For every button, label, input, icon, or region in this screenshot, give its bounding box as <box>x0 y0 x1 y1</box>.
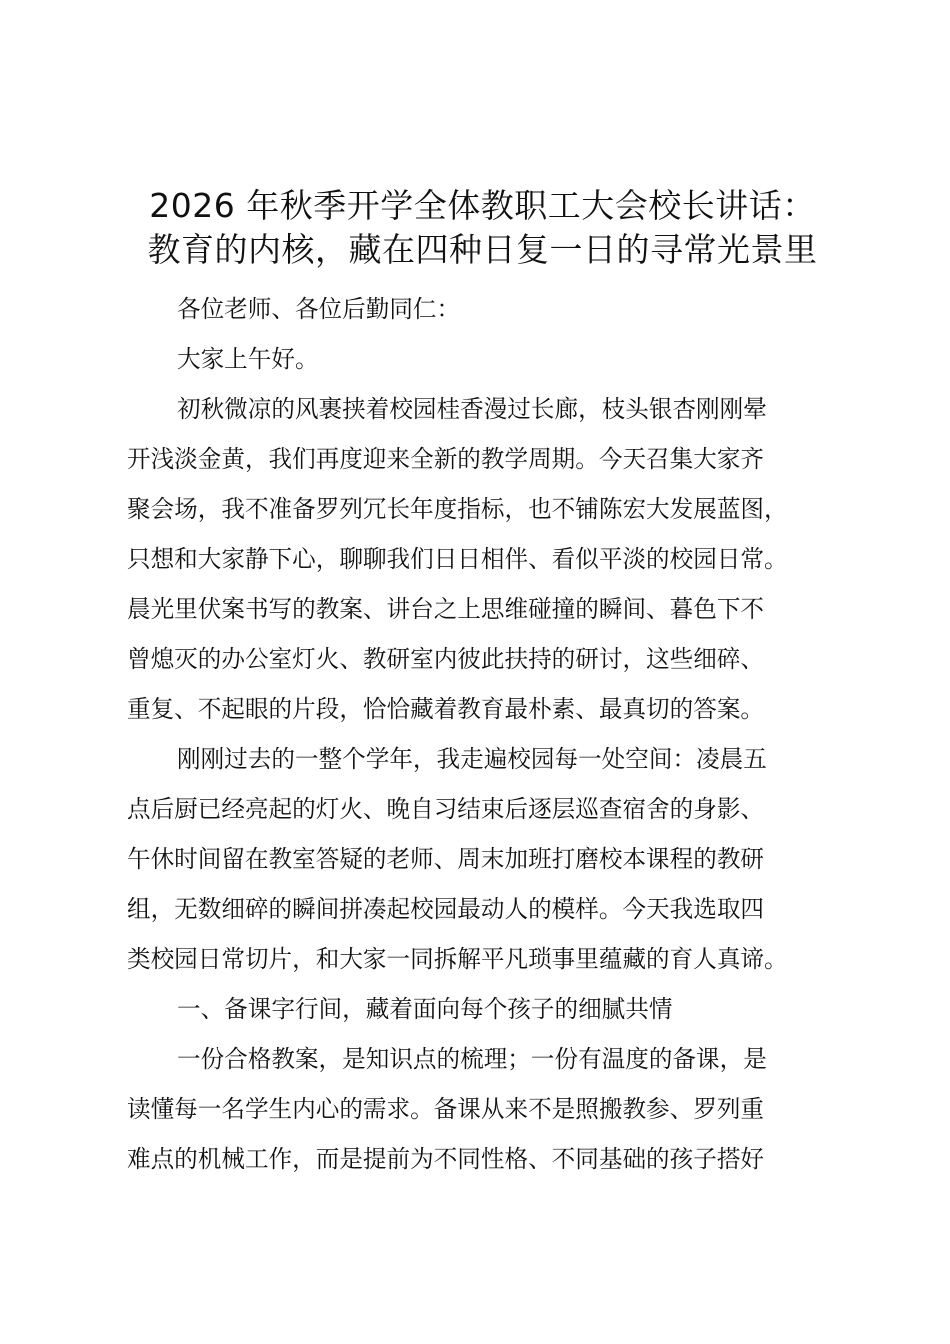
paragraph-line: 类校园日常切片，和大家一同拆解平凡琐事里蕴藏的育人真谛。 <box>127 945 788 973</box>
salutation <box>127 284 862 334</box>
paragraph-line: 刚刚过去的一整个学年，我走遍校园每一处空间：凌晨五 <box>177 745 767 773</box>
paragraph-3 <box>127 1034 862 1184</box>
paragraph-line: 开浅淡金黄，我们再度迎来全新的教学周期。今天召集大家齐 <box>127 445 765 473</box>
salutation-text: 各位老师、各位后勤同仁： <box>177 295 461 323</box>
section-heading-1 <box>127 984 862 1034</box>
title-line-2: 教育的内核，藏在四种日复一日的寻常光景里 <box>147 230 818 269</box>
paragraph-line: 难点的机械工作，而是提前为不同性格、不同基础的孩子搭好 <box>127 1145 765 1173</box>
greeting <box>127 334 862 384</box>
greeting-text: 大家上午好。 <box>177 345 319 373</box>
paragraph-line: 重复、不起眼的片段，恰恰藏着教育最朴素、最真切的答案。 <box>127 695 765 723</box>
paragraph-1 <box>127 384 862 734</box>
paragraph-line: 午休时间留在教室答疑的老师、周末加班打磨校本课程的教研 <box>127 845 765 873</box>
document-body <box>127 284 862 1184</box>
paragraph-2 <box>127 734 862 984</box>
section-heading-text: 一、备课字行间，藏着面向每个孩子的细腻共情 <box>177 995 673 1023</box>
paragraph-line: 聚会场，我不准备罗列冗长年度指标，也不铺陈宏大发展蓝图， <box>127 495 788 523</box>
paragraph-line: 晨光里伏案书写的教案、讲台之上思维碰撞的瞬间、暮色下不 <box>127 595 765 623</box>
paragraph-line: 一份合格教案，是知识点的梳理；一份有温度的备课，是 <box>177 1045 767 1073</box>
document-title <box>110 184 855 272</box>
paragraph-line: 读懂每一名学生内心的需求。备课从来不是照搬教参、罗列重 <box>127 1095 765 1123</box>
paragraph-line: 组，无数细碎的瞬间拼凑起校园最动人的模样。今天我选取四 <box>127 895 765 923</box>
title-line-1: 2026 年秋季开学全体教职工大会校长讲话： <box>149 186 816 225</box>
paragraph-line: 点后厨已经亮起的灯火、晚自习结束后逐层巡查宿舍的身影、 <box>127 795 765 823</box>
paragraph-line: 初秋微凉的风裹挟着校园桂香漫过长廊，枝头银杏刚刚晕 <box>177 395 767 423</box>
paragraph-line: 曾熄灭的办公室灯火、教研室内彼此扶持的研讨，这些细碎、 <box>127 645 765 673</box>
paragraph-line: 只想和大家静下心，聊聊我们日日相伴、看似平淡的校园日常。 <box>127 545 788 573</box>
